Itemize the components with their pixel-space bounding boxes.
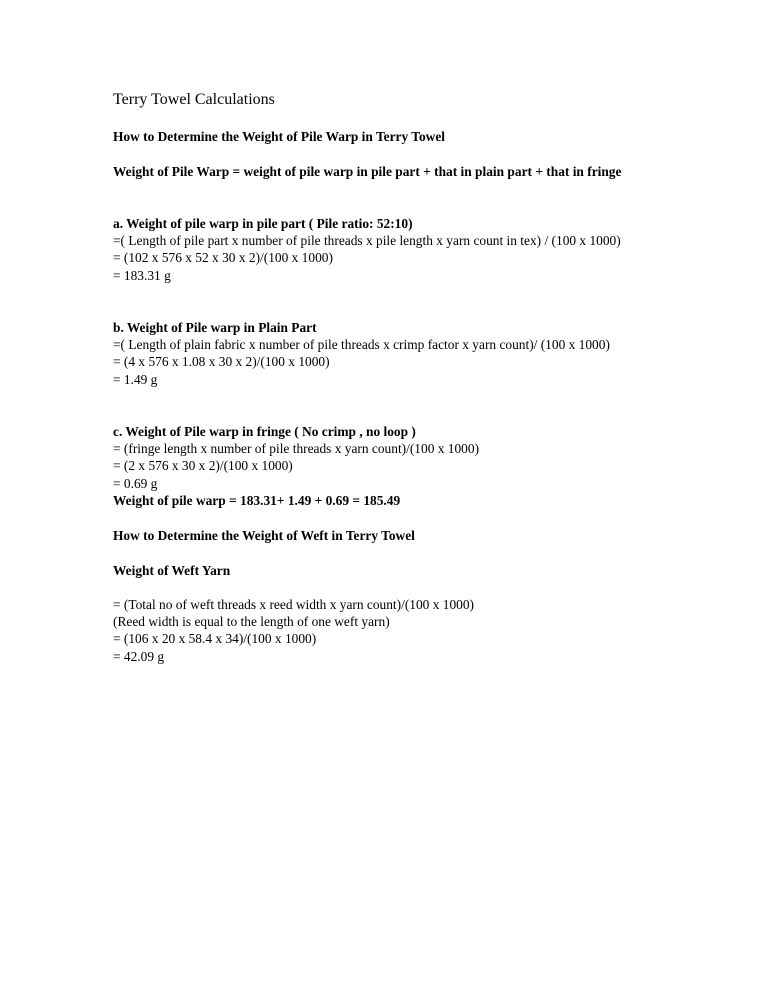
part-c-line: = (fringe length x number of pile threads x yarn count)/(100 x 1000) bbox=[113, 441, 480, 457]
part-b bbox=[113, 319, 653, 388]
part-b-line: = (4 x 576 x 1.08 x 30 x 2)/(100 x 1000) bbox=[113, 354, 330, 370]
formula-text: Weight of Pile Warp = weight of pile warp in pile part + that in plain part + that in fringe bbox=[113, 164, 622, 179]
heading-text: How to Determine the Weight of Pile Warp in Terry Towel bbox=[113, 129, 446, 144]
part-a bbox=[113, 215, 653, 284]
weft-line: = 42.09 g bbox=[113, 648, 165, 664]
part-b-line: = 1.49 g bbox=[113, 371, 158, 387]
weft-line: = (106 x 20 x 58.4 x 34)/(100 x 1000) bbox=[113, 631, 317, 647]
part-c bbox=[113, 423, 653, 509]
subheading-text: Weight of Weft Yarn bbox=[113, 563, 231, 578]
part-c-line: = 0.69 g bbox=[113, 475, 158, 491]
part-b-heading: b. Weight of Pile warp in Plain Part bbox=[113, 320, 317, 335]
section-heading-weft bbox=[113, 527, 653, 544]
part-a-line: =( Length of pile part x number of pile threads x pile length x yarn count in tex) / (100 x 1000) bbox=[113, 233, 621, 249]
document-title: Terry Towel Calculations bbox=[113, 91, 275, 108]
part-b-line: =( Length of plain fabric x number of pile threads x crimp factor x yarn count)/ (100 x 1000) bbox=[113, 337, 610, 353]
part-c-line: = (2 x 576 x 30 x 2)/(100 x 1000) bbox=[113, 458, 293, 474]
weft-line: = (Total no of weft threads x reed width x yarn count)/(100 x 1000) bbox=[113, 597, 474, 612]
pile-warp-total: Weight of pile warp = 183.31+ 1.49 + 0.69 = 185.49 bbox=[113, 492, 401, 508]
weft-yarn-subheading bbox=[113, 562, 653, 579]
part-c-heading: c. Weight of Pile warp in fringe ( No crimp , no loop ) bbox=[113, 424, 416, 439]
part-a-line: = 183.31 g bbox=[113, 267, 171, 283]
pile-warp-formula bbox=[113, 163, 653, 180]
part-a-line: = (102 x 576 x 52 x 30 x 2)/(100 x 1000) bbox=[113, 250, 333, 266]
part-a-heading: a. Weight of pile warp in pile part ( Pile ratio: 52:10) bbox=[113, 216, 413, 231]
section-heading-pile-warp bbox=[113, 128, 653, 145]
heading-text: How to Determine the Weight of Weft in Terry Towel bbox=[113, 528, 415, 543]
weft-line: (Reed width is equal to the length of one weft yarn) bbox=[113, 614, 390, 630]
weft-calculation bbox=[113, 596, 653, 665]
